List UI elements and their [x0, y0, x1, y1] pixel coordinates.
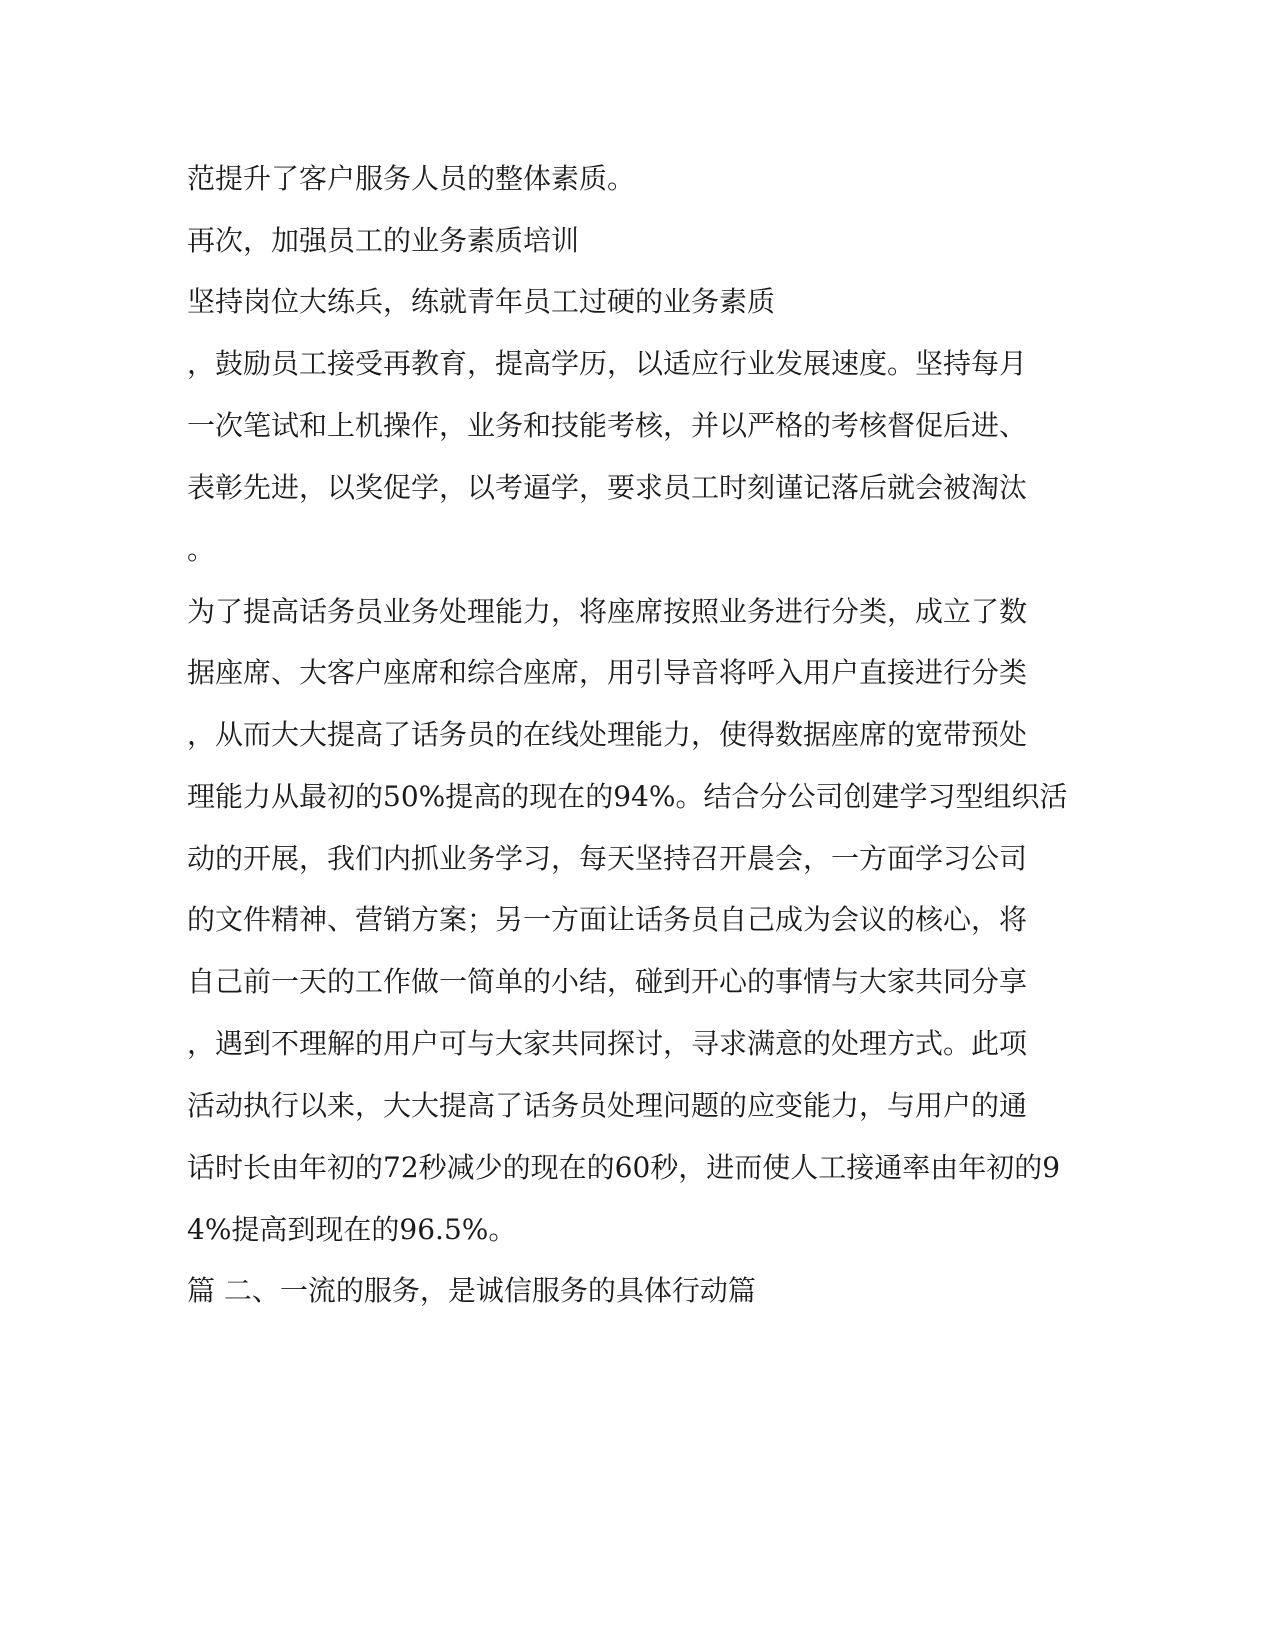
- section-heading: 篇 二、一流的服务，是诚信服务的具体行动篇: [187, 1274, 756, 1307]
- text-line: 的文件精神、营销方案；另一方面让话务员自己成为会议的核心，将: [187, 903, 1028, 936]
- text-line: 为了提高话务员业务处理能力，将座席按照业务进行分类，成立了数: [187, 595, 1028, 628]
- section-heading: 再次，加强员工的业务素质培训: [187, 224, 580, 257]
- text-line: 范提升了客户服务人员的整体素质。: [187, 162, 636, 195]
- text-line: 。: [187, 533, 216, 566]
- text-line: 表彰先进，以奖促学，以考逼学，要求员工时刻谨记落后就会被淘汰: [187, 471, 1028, 504]
- text-line: 活动执行以来，大大提高了话务员处理问题的应变能力，与用户的通: [187, 1089, 1028, 1122]
- text-line: 坚持岗位大练兵，练就青年员工过硬的业务素质: [187, 285, 776, 318]
- text-line: 自己前一天的工作做一简单的小结，碰到开心的事情与大家共同分享: [187, 965, 1028, 998]
- text-line: 动的开展，我们内抓业务学习，每天坚持召开晨会，一方面学习公司: [187, 842, 1028, 875]
- text-line: ，从而大大提高了话务员的在线处理能力，使得数据座席的宽带预处: [187, 718, 1028, 751]
- text-line: ，鼓励员工接受再教育，提高学历，以适应行业发展速度。坚持每月: [187, 347, 1028, 380]
- text-line: ，遇到不理解的用户可与大家共同探讨，寻求满意的处理方式。此项: [187, 1027, 1028, 1060]
- text-line: 一次笔试和上机操作，业务和技能考核，并以严格的考核督促后进、: [187, 409, 1028, 442]
- text-line: 话时长由年初的72秒减少的现在的60秒，进而使人工接通率由年初的9: [187, 1151, 1061, 1184]
- text-line: 4%提高到现在的96.5%。: [187, 1213, 517, 1246]
- text-line: 据座席、大客户座席和综合座席，用引导音将呼入用户直接进行分类: [187, 656, 1028, 689]
- text-line: 理能力从最初的50%提高的现在的94%。结合分公司创建学习型组织活: [187, 780, 1068, 813]
